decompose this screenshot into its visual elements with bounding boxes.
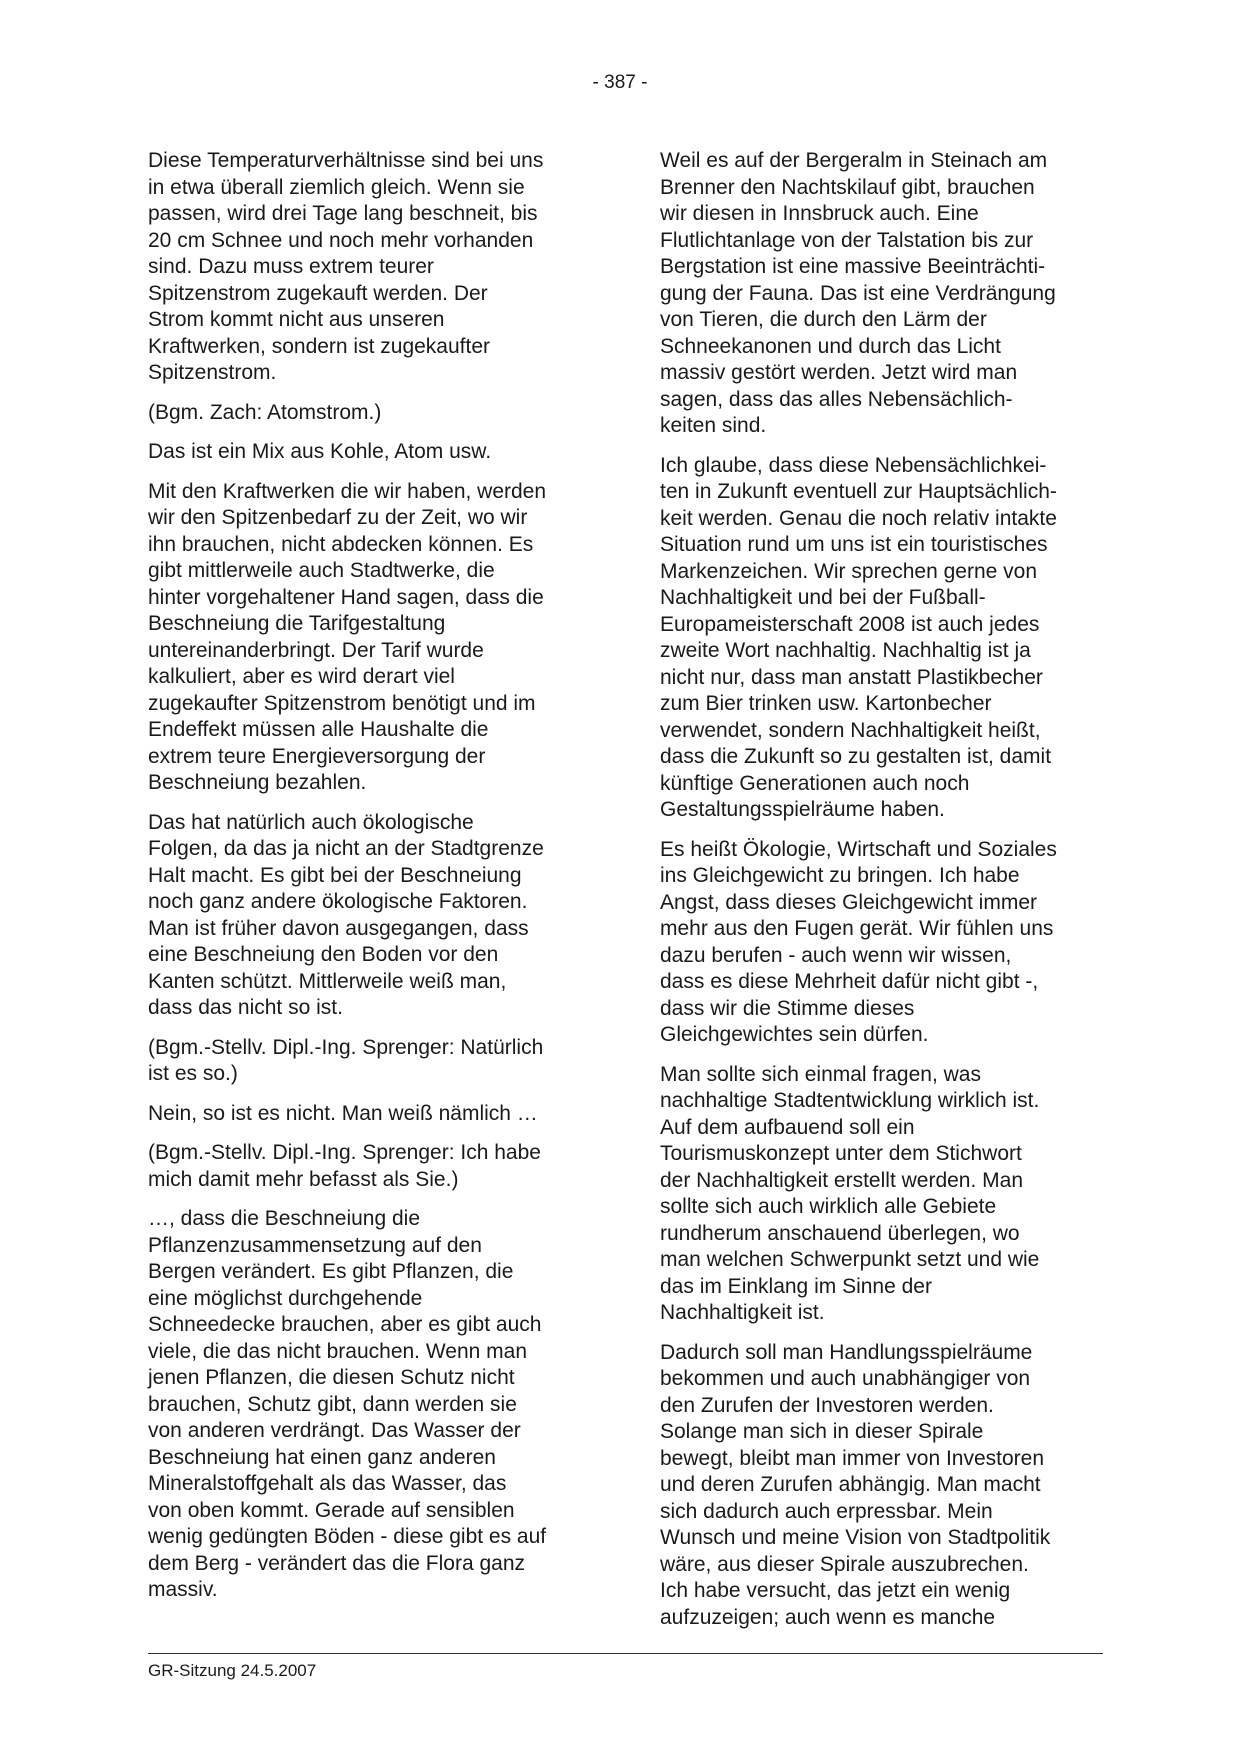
paragraph: Ich glaube, dass diese Nebensächlichkei- ten in Zukunft eventuell zur Hauptsächlich- keit werden. Genau die noch relativ intakte Situation rund um uns ist ein touristisches Markenzeichen. Wir sprechen gerne von Nachhaltigkeit und bei der Fußball- Europameisterschaft 2008 ist auch jedes zweite Wort nachhaltig. Nachhaltig ist ja nicht nur, dass man anstatt Plastikbecher zum Bier trinken usw. Kartonbecher verwendet, sondern Nachhaltigkeit heißt, dass die Zukunft so zu gestalten ist, damit künftige Generationen auch noch Gestaltungsspielräume haben.: [660, 453, 1057, 821]
paragraph: Diese Temperaturverhältnisse sind bei uns in etwa überall ziemlich gleich. Wenn sie passen, wird drei Tage lang beschneit, bis 20 cm Schnee und noch mehr vorhanden sind. Dazu muss extrem teurer Spitzenstrom zugekauft werden. Der Strom kommt nicht aus unseren Kraftwerken, sondern ist zugekaufter Spitzenstrom.: [148, 149, 544, 384]
paragraph: Dadurch soll man Handlungsspielräume bekommen und auch unabhängiger von den Zurufen der Investoren werden. Solange man sich in dieser Spirale bewegt, bleibt man immer von Investoren und deren Zurufen abhängig. Man macht sich dadurch auch erpressbar. Mein Wunsch und meine Vision von Stadtpolitik wäre, aus dieser Spirale auszubrechen. Ich habe versucht, das jetzt ein wenig aufzuzeigen; auch wenn es manche: [660, 1340, 1051, 1629]
paragraph: Nein, so ist es nicht. Man weiß nämlich …: [148, 1101, 538, 1125]
paragraph: Das hat natürlich auch ökologische Folgen, da das ja nicht an der Stadtgrenze Halt macht. Es gibt bei der Beschneiung noch ganz andere ökologische Faktoren. Man ist früher davon ausgegangen, dass eine Beschneiung den Boden vor den Kanten schützt. Mittlerweile weiß man, dass das nicht so ist.: [148, 810, 544, 1019]
right-column: [660, 148, 1110, 1644]
paragraph: (Bgm.-Stellv. Dipl.-Ing. Sprenger: Natürlich ist es so.): [148, 1035, 544, 1085]
page-number: - 387 -: [592, 72, 648, 93]
left-column: [148, 148, 590, 1617]
paragraph: Weil es auf der Bergeralm in Steinach am Brenner den Nachtskilauf gibt, brauchen wir diesen in Innsbruck auch. Eine Flutlichtanlage von der Talstation bis zur Bergstation ist eine massive Beeinträchti- gung der Fauna. Das ist eine Verdrängung von Tieren, die durch den Lärm der Schneekanonen und durch das Licht massiv gestört werden. Jetzt wird man sagen, dass das alles Nebensächlich- keiten sind.: [660, 149, 1056, 437]
footer-divider: [148, 1653, 1103, 1654]
paragraph: Es heißt Ökologie, Wirtschaft und Soziales ins Gleichgewicht zu bringen. Ich habe Angst, dass dieses Gleichgewicht immer mehr aus den Fugen gerät. Wir fühlen uns dazu berufen - auch wenn wir wissen, dass es diese Mehrheit dafür nicht gibt -, dass wir die Stimme dieses Gleichgewichtes sein dürfen.: [660, 837, 1057, 1046]
paragraph: Das ist ein Mix aus Kohle, Atom usw.: [148, 440, 492, 463]
paragraph: …, dass die Beschneiung die Pflanzenzusammensetzung auf den Bergen verändert. Es gibt Pflanzen, die eine möglichst durchgehende Schneedecke brauchen, aber es gibt auch viele, die das nicht brauchen. Wenn man jenen Pflanzen, die diesen Schutz nicht brauchen, Schutz gibt, dann werden sie von anderen verdrängt. Das Wasser der Beschneiung hat einen ganz anderen Mineralstoffgehalt als das Wasser, das von oben kommt. Gerade auf sensiblen wenig gedüngten Böden - diese gibt es auf dem Berg - verändert das die Flora ganz massiv.: [148, 1207, 547, 1601]
paragraph: Mit den Kraftwerken die wir haben, werden wir den Spitzenbedarf zu der Zeit, wo wir ihn brauchen, nicht abdecken können. Es gibt mittlerweile auch Stadtwerke, die hinter vorgehaltener Hand sagen, dass die Beschneiung die Tarifgestaltung untereinanderbringt. Der Tarif wurde kalkuliert, aber es wird derart viel zugekaufter Spitzenstrom benötigt und im Endeffekt müssen alle Haushalte die extrem teure Energieversorgung der Beschneiung bezahlen.: [148, 479, 547, 794]
paragraph: (Bgm. Zach: Atomstrom.): [148, 400, 382, 424]
paragraph: Man sollte sich einmal fragen, was nachhaltige Stadtentwicklung wirklich ist. Auf dem aufbauend soll ein Tourismuskonzept unter dem Stichwort der Nachhaltigkeit erstellt werden. Man sollte sich auch wirklich alle Gebiete rundherum anschauend überlegen, wo man welchen Schwerpunkt setzt und wie das im Einklang im Sinne der Nachhaltigkeit ist.: [660, 1062, 1040, 1324]
footer-text: GR-Sitzung 24.5.2007: [148, 1661, 317, 1680]
paragraph: (Bgm.-Stellv. Dipl.-Ing. Sprenger: Ich habe mich damit mehr befasst als Sie.): [148, 1141, 541, 1191]
